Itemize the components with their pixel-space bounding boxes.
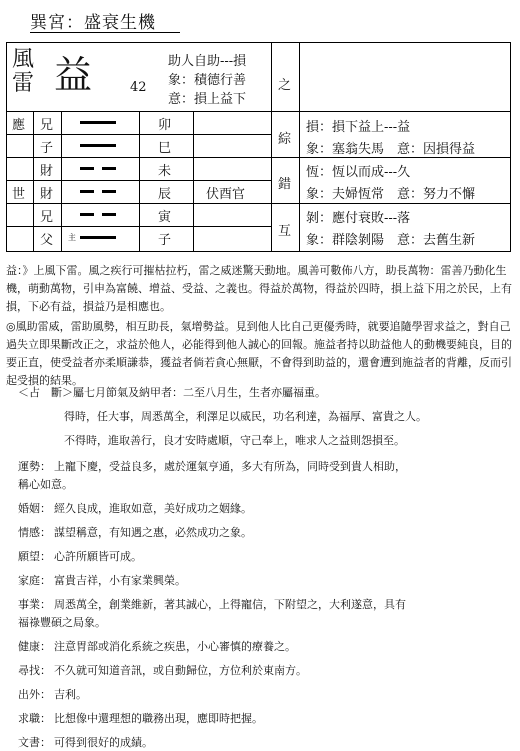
table-divider [271,43,272,251]
fortune-text: 上寵下慶，受益良多，處於運氣亨通，多大有所為，同時受到貴人相助， [54,460,406,473]
table-divider [33,111,34,251]
fortune-label: 婚姻： [18,502,51,515]
upper-trigram: 風 [12,47,35,72]
hexagram-name: 益 [54,53,93,97]
summary-text: 益：》上風下雷。風之疾行可摧枯拉朽，雷之威迷驚天動地。風善可數佈八方，助長萬物：雷善乃動化生機，萌動萬物，引申為富饒、增益、受益、之義也。得益於萬物，得益於四時，損上益下用之於民，上有損，下必有益，損益乃是相應也。 [6,264,512,313]
hexagram-info: 象：積德行善 [168,73,247,88]
line-relative: 子 [40,141,54,156]
table-divider [193,111,194,251]
line-relative: 父 [40,233,54,248]
fortune-text: 富貴吉祥，小有家業興榮。 [54,574,186,587]
hexagram-info: 意：損上益下 [168,92,247,107]
yin-line-right [102,213,116,216]
fortune-text: 注意胃部或消化系統之疾患，小心審慎的療養之。 [54,640,296,653]
hexagram-number: 42 [130,80,147,95]
yang-line [80,121,116,124]
explanation-text: ◎風助雷威，雷助風勢，相互助長，氣增勢益。見到他人比自己更優秀時，就要追隨學習求益之，對自己過失立即果斷改正之，求益於他人，必能得到他人誠心的回報。施益者持以助益他人的動機要純良，目的要正直，使受益者亦柔順謙恭，獲益者倘若貪心無厭，不會得到助益的，還會遭到施益者的背離，反而引起受損的結果。 [6,320,512,387]
line-relative: 財 [40,164,54,179]
related-line: 象：群陰剝陽 意：去舊生新 [306,233,476,248]
fortune-label: 尋找： [18,664,51,677]
table-divider [139,111,140,251]
line-branch: 巳 [158,141,172,156]
fortune-text: 比想像中還理想的職務出現，應即時把握。 [54,712,263,725]
line-mark: 主 [68,233,76,242]
related-label: 錯 [278,177,292,192]
table-divider [271,157,510,158]
summary-paragraph [6,262,514,316]
fortune-text: 心許所願皆可成。 [54,550,142,563]
related-line: 恆：恆以而成---久 [306,165,411,180]
line-relative: 兄 [40,210,54,225]
fortune-text: 經久良成，進取如意，美好成功之姻緣。 [54,502,252,515]
yin-line-left [80,190,94,193]
line-hidden: 伏酉官 [206,187,246,202]
fortune-text: 不久就可知道音訊，或自動歸位，方位利於東南方。 [54,664,307,677]
fortune-text: 周悉萬全，創業維新，著其誠心，上得寵信，下附望之，大利遂意，具有 [54,598,406,611]
fortune-text-continued: 稱心如意。 [18,478,73,491]
table-divider [299,43,300,251]
table-divider [7,111,510,112]
line-branch: 未 [158,164,172,179]
hexagram-info: 助人自助---損 [168,54,247,69]
related-label: 綜 [278,132,292,147]
table-divider [271,203,510,204]
judgment-line: 得時，任大事，周悉萬全，利澤足以威民，功名利達，為福厚、富貴之人。 [64,410,427,423]
line-branch: 寅 [158,210,172,225]
zhi-label: 之 [278,78,292,93]
related-line: 象：塞翁失馬 意：因損得益 [306,142,476,157]
yang-line [80,236,116,239]
fortune-text: 謀望稱意，有知遇之惠，必然成功之象。 [54,526,252,539]
fortune-label: 事業： [18,598,51,611]
yin-line-left [80,167,94,170]
yin-line-right [102,190,116,193]
yin-line-right [102,167,116,170]
line-branch: 子 [158,233,172,248]
fortune-label: 願望： [18,550,51,563]
yin-line-left [80,213,94,216]
fortune-label: 求職： [18,712,51,725]
explanation-paragraph [6,318,514,390]
line-position: 世 [12,187,26,202]
fortune-label: 文書： [18,736,51,749]
related-line: 損：損下益上---益 [306,120,411,135]
fortune-label: 運勢： [18,460,51,473]
line-position: 應 [12,118,26,133]
title-underline [30,32,180,33]
fortune-text: 可得到很好的成績。 [54,736,153,749]
fortune-label: 出外： [18,688,51,701]
line-branch: 辰 [158,187,172,202]
line-relative: 兄 [40,118,54,133]
fortune-text: 吉利。 [54,688,87,701]
fortune-label: 健康： [18,640,51,653]
yang-line [80,144,116,147]
table-divider [61,111,62,251]
judgment-intro: ＜占 斷＞屬七月節氣及納甲者：二至八月生，生者亦屬福重。 [18,386,326,399]
line-relative: 財 [40,187,54,202]
lower-trigram: 雷 [12,71,35,96]
fortune-label: 家庭： [18,574,51,587]
line-branch: 卯 [158,118,172,133]
related-label: 互 [278,224,292,239]
related-line: 剝：應付衰敗---落 [306,211,411,226]
page-title: 巽宮：盛衰生機 [30,13,156,33]
fortune-label: 情感： [18,526,51,539]
related-line: 象：夫婦恆常 意：努力不懈 [306,187,476,202]
fortune-text-continued: 福祿豐碩之局象。 [18,616,106,629]
judgment-line: 不得時，進取善行，良才安時處順，守己奉上，唯求人之益則怨損至。 [64,434,405,447]
